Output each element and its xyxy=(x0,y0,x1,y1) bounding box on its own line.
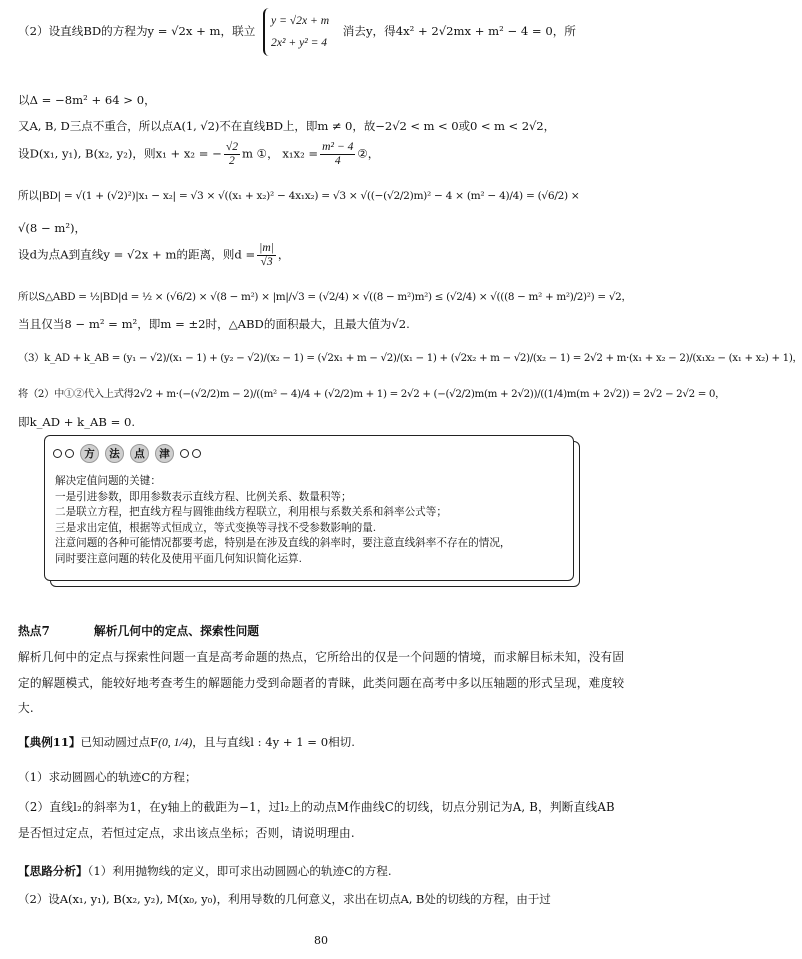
point-coordinates: (0, 1/4) xyxy=(158,736,193,749)
fraction xyxy=(224,141,240,168)
box-item: 解决定值问题的关键： xyxy=(55,475,161,487)
method-tip-box xyxy=(44,435,580,585)
numerator: |m| xyxy=(259,241,274,254)
example-tag: 【典例11】 xyxy=(18,735,81,749)
denominator: 2 xyxy=(229,153,235,167)
example-line xyxy=(18,736,628,750)
text: ，且与直线l : 4y + 1 = 0相切. xyxy=(192,735,355,749)
text: （1）利用抛物线的定义，即可求出动圆圆心的轨迹C的方程. xyxy=(87,864,392,878)
badge-char: 方 xyxy=(80,444,99,463)
text: 已知动圆过点F xyxy=(80,735,159,749)
intro-paragraph: 解析几何中的定点与探索性问题一直是高考命题的热点，它所给出的仅是一个问题的情境，而求解目标未知，没有固定的解题模式，能较好地考查考生的解题能力受到命题者的青睐，此类问题在高考中多以压轴题的形式呈现，难度较大. xyxy=(18,650,625,715)
solution-line-5: 所以|BD| = √(1 + (√2)²)|x₁ − x₂| = √3 × √((x₁ + x₂)² − 4x₁x₂) = √3 × √((−(√2/2)m)² − 4 × (m² − 4)/4) = (√6/2) × xyxy=(18,190,580,202)
fraction xyxy=(257,242,276,269)
text: 设d为点A到直线y = √2x + m的距离，则d = xyxy=(18,247,256,262)
circle-dot-icon xyxy=(180,449,189,458)
badge-char: 点 xyxy=(130,444,149,463)
box-item: 同时要注意问题的转化及使用平面几何知识简化运算. xyxy=(55,552,303,565)
circle-dot-icon xyxy=(192,449,201,458)
box-frame xyxy=(44,435,574,581)
question-2: （2）直线l₂的斜率为1，在y轴上的截距为−1，过l₂上的动点M作曲线C的切线，切点分别记为A, B，判断直线AB是否恒过定点，若恒过定点，求出该点坐标；否则，请说明理由. xyxy=(18,800,615,840)
solution-line-3: 又A, B, D三点不重合，所以点A(1, √2)不在直线BD上，即m ≠ 0，故−2√2 < m < 0或0 < m < 2√2， xyxy=(18,119,556,133)
solution-line-11: 将（2）中①②代入上式得2√2 + m·(−(√2/2)m − 2)/((m² − 4)/4 + (√2/2)m + 1) = 2√2 + (−(√2/2)m(m + 2√2))/((1/4)m(m + 2√2)) = 2√2 − 2√2 = 0， xyxy=(18,388,726,400)
text: （2）设直线BD的方程为y = √2x + m，联立 xyxy=(18,24,256,39)
solution-line-1 xyxy=(18,8,628,56)
box-item: 注意问题的各种可能情况都要考虑，特别是在涉及直线的斜率时，要注意直线斜率不存在的情况， xyxy=(55,537,511,550)
solution-line-7 xyxy=(18,242,628,269)
badge-char: 法 xyxy=(105,444,124,463)
analysis-line-2: （2）设A(x₁, y₁), B(x₂, y₂), M(x₀, y₀)，利用导数的几何意义，求出在切点A, B处的切线的方程，由于过 xyxy=(18,892,551,906)
system-eq-1: y = √2x + m xyxy=(271,14,330,27)
box-item: 二是联立方程，把直线方程与圆锥曲线方程联立，利用根与系数关系和斜率公式等； xyxy=(55,506,447,519)
solution-line-2: 以Δ = −8m² + 64 > 0， xyxy=(18,93,156,107)
solution-line-12: 即k_AD + k_AB = 0. xyxy=(18,415,136,429)
denominator: √3 xyxy=(260,254,273,268)
numerator: m² − 4 xyxy=(322,140,354,153)
section-number: 热点7 xyxy=(18,624,50,638)
box-item: 三是求出定值，根据等式恒成立，等式变换等寻找不受参数影响的量. xyxy=(55,521,377,534)
question-1: （1）求动圆圆心的轨迹C的方程； xyxy=(18,770,197,784)
solution-line-9: 当且仅当8 − m² = m²，即m = ±2时，△ABD的面积最大，且最大值为√2. xyxy=(18,317,410,331)
system-eq-2: 2x² + y² = 4 xyxy=(271,36,328,50)
fraction xyxy=(320,141,355,168)
page-number: 80 xyxy=(314,934,328,947)
box-header xyxy=(53,444,204,463)
text: ②， xyxy=(357,146,380,161)
solution-line-6: √(8 − m²)， xyxy=(18,221,87,235)
analysis-line-1 xyxy=(18,865,628,879)
text: 消去y，得4x² + 2√2mx + m² − 4 = 0，所 xyxy=(342,24,576,39)
solution-line-4 xyxy=(18,141,628,168)
box-body xyxy=(55,474,565,568)
circle-dot-icon xyxy=(65,449,74,458)
equation-system xyxy=(263,8,329,56)
solution-line-10: （3）k_AD + k_AB = (y₁ − √2)/(x₁ − 1) + (y₂ − √2)/(x₂ − 1) = (√2x₁ + m − √2)/(x₁ − 1) + (√2x₂ + m − √2)/(x₂ − 1) = 2√2 + m·(x₁ + x₂ − 2)/(x₁x₂ − (x₁ + x₂) + 1)， xyxy=(18,352,802,364)
badge-char: 津 xyxy=(155,444,174,463)
analysis-tag: 【思路分析】 xyxy=(18,864,88,878)
numerator: √2 xyxy=(225,140,238,153)
section-title: 解析几何中的定点、探索性问题 xyxy=(93,624,260,638)
box-item: 一是引进参数，即用参数表示直线方程、比例关系、数量积等； xyxy=(55,490,352,503)
text: m ①， x₁x₂ = xyxy=(242,146,319,161)
text: ， xyxy=(277,247,290,262)
denominator: 4 xyxy=(334,153,341,167)
circle-dot-icon xyxy=(53,449,62,458)
solution-line-8: 所以S△ABD = ½|BD|d = ½ × (√6/2) × √(8 − m²) × |m|/√3 = (√2/4) × √((8 − m²)m²) ≤ (√2/4) × √(((8 − m² + m²)/2)²) = √2， xyxy=(18,291,632,303)
text: 设D(x₁, y₁), B(x₂, y₂)，则x₁ + x₂ = − xyxy=(18,146,222,161)
section-heading xyxy=(18,622,259,639)
